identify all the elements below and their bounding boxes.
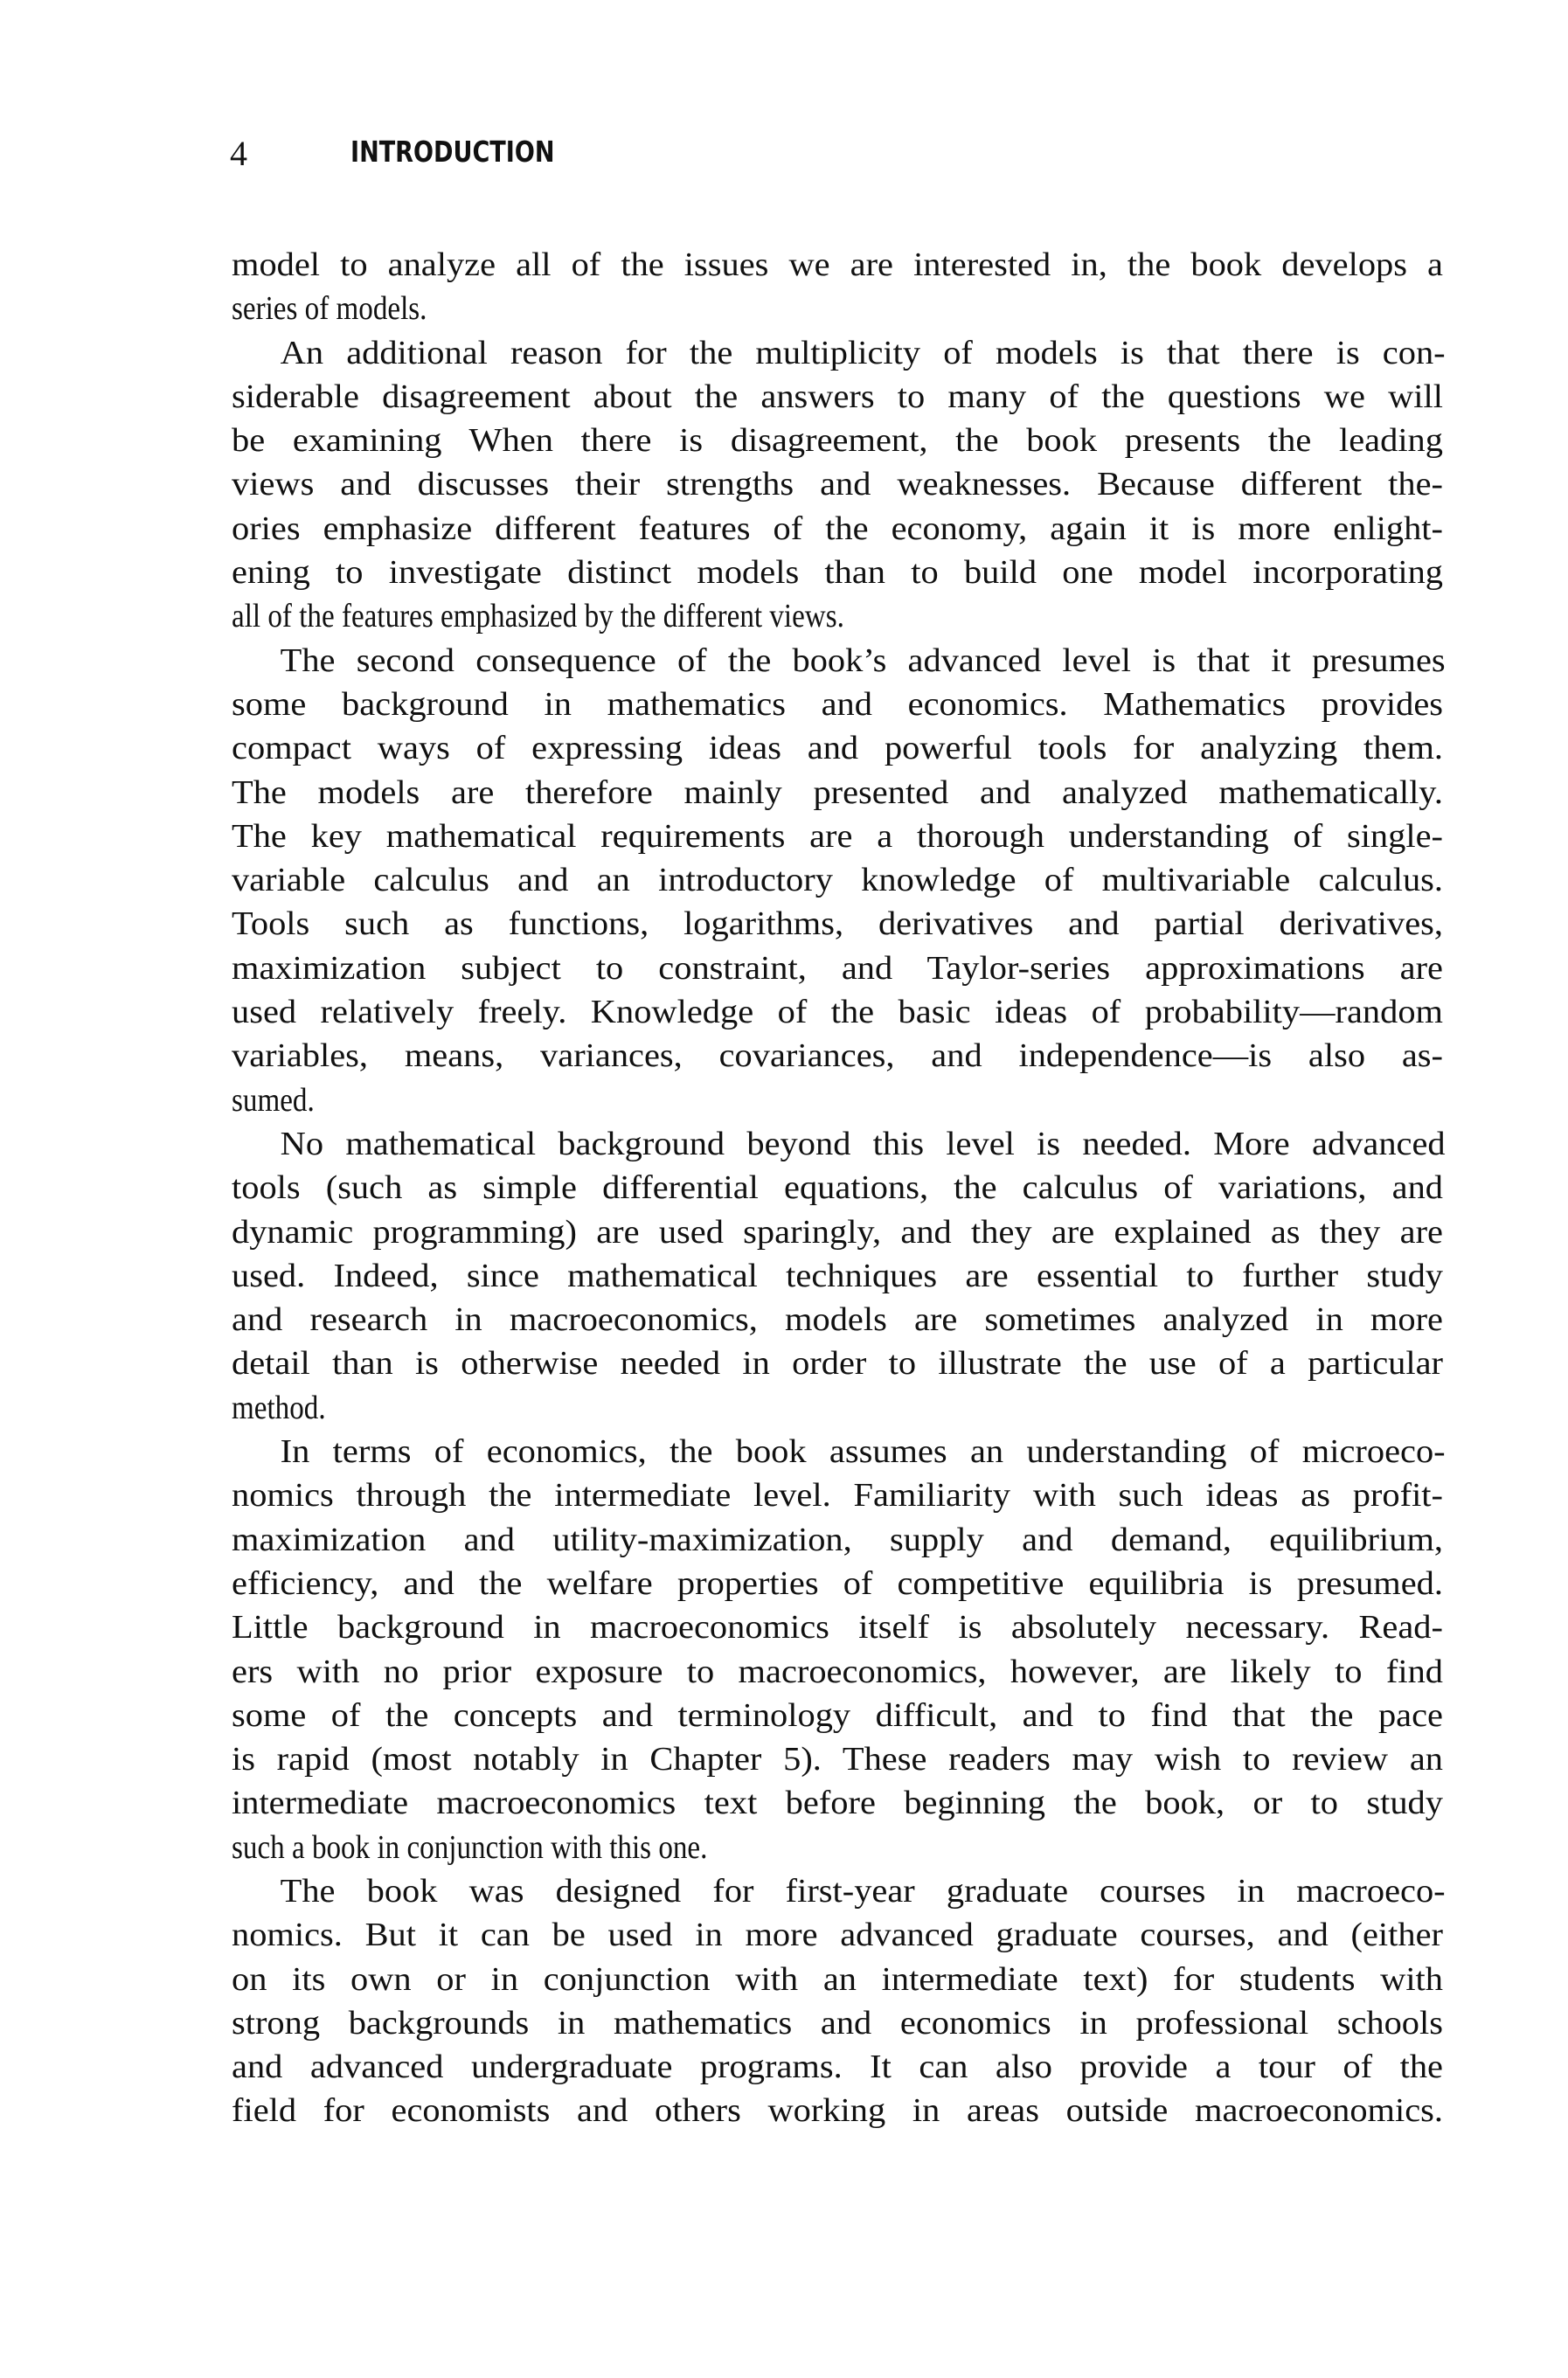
text-line: strong backgrounds in mathematics and economics in professional schools <box>232 2004 1443 2042</box>
text-line: method. <box>232 1389 326 1426</box>
page-number: 4 <box>230 134 247 173</box>
text-line: used relatively freely. Knowledge of the basic ideas of probability—random <box>232 994 1443 1031</box>
body-text <box>232 243 1446 2133</box>
text-line: series of models. <box>232 290 427 328</box>
text-line: efficiency, and the welfare properties of competitive equilibria is presumed. <box>232 1564 1443 1602</box>
text-line: field for economists and others working in areas outside macroeconomics. <box>232 2092 1443 2130</box>
text-line: In terms of economics, the book assumes an understanding of microeco- <box>280 1433 1446 1471</box>
text-line: variable calculus and an introductory knowledge of multivariable calculus. <box>232 862 1443 899</box>
text-line: An additional reason for the multiplicity of models is that there is con- <box>280 334 1446 371</box>
text-line: No mathematical background beyond this level is needed. More advanced <box>280 1125 1446 1162</box>
text-line: tools (such as simple differential equations, the calculus of variations, and <box>232 1169 1443 1207</box>
text-line: The key mathematical requirements are a thorough understanding of single- <box>232 817 1443 855</box>
text-line: views and discusses their strengths and weaknesses. Because different the- <box>232 466 1443 503</box>
text-line: compact ways of expressing ideas and powerful tools for analyzing them. <box>232 730 1443 767</box>
text-line: maximization subject to constraint, and Taylor-series approximations are <box>232 949 1443 987</box>
text-line: The second consequence of the book’s advanced level is that it presumes <box>280 641 1446 679</box>
text-line: variables, means, variances, covariances, and independence—is also as- <box>232 1037 1443 1075</box>
text-line: and research in macroeconomics, models are sometimes analyzed in more <box>232 1301 1443 1339</box>
text-line: be examining When there is disagreement, the book presents the leading <box>232 422 1443 460</box>
text-line: such a book in conjunction with this one. <box>232 1828 708 1866</box>
text-line: used. Indeed, since mathematical techniques are essential to further study <box>232 1257 1443 1294</box>
text-line: dynamic programming) are used sparingly, and they are explained as they are <box>232 1213 1443 1251</box>
text-line: Tools such as functions, logarithms, derivatives and partial derivatives, <box>232 905 1443 943</box>
text-line: The models are therefore mainly presented and analyzed mathematically. <box>232 773 1443 811</box>
text-line: sumed. <box>232 1081 315 1119</box>
text-line: ories emphasize different features of the economy, again it is more enlight- <box>232 510 1443 547</box>
text-line: on its own or in conjunction with an intermediate text) for students with <box>232 1960 1443 1998</box>
text-line: Little background in macroeconomics itself is absolutely necessary. Read- <box>232 1609 1443 1647</box>
text-line: siderable disagreement about the answers to many of the questions we will <box>232 378 1443 415</box>
section-title: INTRODUCTION <box>350 135 555 169</box>
text-line: maximization and utility-maximization, supply and demand, equilibrium, <box>232 1521 1443 1558</box>
text-line: intermediate macroeconomics text before beginning the book, or to study <box>232 1785 1443 1822</box>
text-line: some background in mathematics and economics. Mathematics provides <box>232 685 1443 723</box>
text-line: detail than is otherwise needed in order to illustrate the use of a particular <box>232 1345 1443 1383</box>
text-line: and advanced undergraduate programs. It can also provide a tour of the <box>232 2049 1443 2086</box>
text-line: nomics through the intermediate level. Familiarity with such ideas as profit- <box>232 1477 1443 1515</box>
text-line: ers with no prior exposure to macroeconomics, however, are likely to find <box>232 1653 1443 1690</box>
text-line: is rapid (most notably in Chapter 5). These readers may wish to review an <box>232 1741 1443 1778</box>
text-line: ening to investigate distinct models than to build one model incorporating <box>232 554 1443 592</box>
text-line: some of the concepts and terminology difficult, and to find that the pace <box>232 1696 1443 1734</box>
text-line: all of the features emphasized by the different views. <box>232 598 844 635</box>
text-line: model to analyze all of the issues we are interested in, the book develops a <box>232 246 1443 283</box>
text-line: The book was designed for first-year graduate courses in macroeco- <box>280 1872 1446 1910</box>
text-line: nomics. But it can be used in more advanced graduate courses, and (either <box>232 1917 1443 1954</box>
